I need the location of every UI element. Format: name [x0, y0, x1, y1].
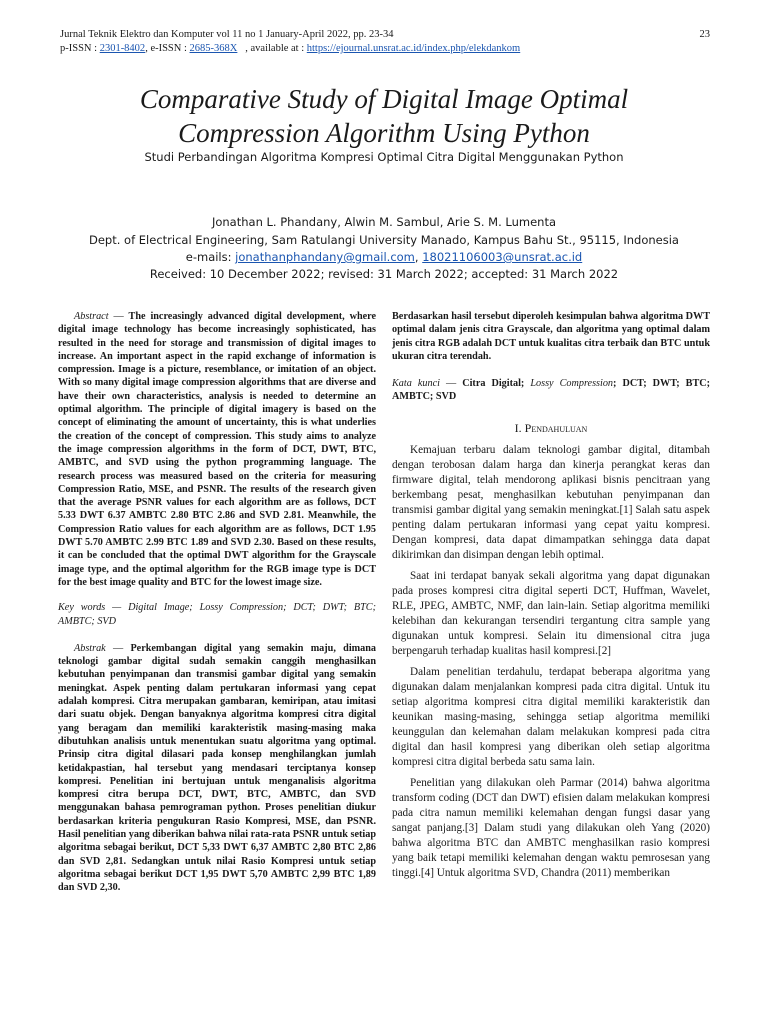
title-line-2: Compression Algorithm Using Python	[178, 118, 590, 148]
available-label: , available at :	[237, 43, 307, 54]
page-number: 23	[699, 29, 710, 40]
journal-line: Jurnal Teknik Elektro dan Komputer vol 11 no 1 January-April 2022, pp. 23-34	[60, 29, 394, 40]
email-link-2[interactable]: 18021106003@unsrat.ac.id	[422, 250, 583, 264]
kata-kunci	[392, 377, 710, 404]
received-dates: Received: 10 December 2022; revised: 31 March 2022; accepted: 31 March 2022	[149, 267, 619, 281]
kata-kunci-text: Citra Digital;	[462, 378, 531, 390]
paper-title	[40, 82, 728, 150]
paper-subtitle: Studi Perbandingan Algoritma Kompresi Optimal Citra Digital Menggunakan Python	[144, 150, 624, 164]
title-line-1: Comparative Study of Digital Image Optimal	[139, 84, 629, 114]
right-column	[392, 310, 710, 887]
abstract-text: The increasingly advanced digital development, where digital image technology has become increasingly sophisticated, has resulted in the need for storage and transmission of digital images to increase. An important aspect in the rapid exchange of information is compression. Image is a picture, resemblance, or imitation of an object. With so many digital image compression algorithms that are diverse and have their own characteristics, analysis is needed to determine an optimal algorithm. The principle of digital imagery is based on the concept of eliminating the amount of uncertainty, this is what underlies the creation of the concept of compression. This study aims to analyze the image compression algorithms in the form of DCT, DWT, BTC, AMBTC, and SVD using the python programming language. The research process was measured based on the criteria for measuring Compression Ratio, MSE, and PSNR. The results of the research given that the average PSNR values for each algorithm are as follows, DCT 5.33 DWT 6.37 AMBTC 2.80 BTC 2.86 and SVD 2.81. Meanwhile, the Compression Ratio values for each algorithm are as follows, DCT 1.95 DWT 5.70 AMBTC 2.99 BTC 1.89 and SVD 2.30. Based on these results, it can be concluded that the optimal DWT algorithm for the Grayscale image type, and the optimal algorithm for the RGB image type is DCT for the best image quality and BTC for the lowest image size.	[58, 311, 377, 588]
abstrak-dash: —	[105, 642, 131, 654]
eissn-link[interactable]: 2685-368X	[189, 43, 238, 54]
email-link-1[interactable]: jonathanphandany@gmail.com	[235, 250, 415, 264]
abstract-paragraph	[58, 310, 376, 589]
section-heading	[392, 422, 710, 435]
emails	[40, 249, 728, 265]
intro-paragraph: Dalam penelitian terdahulu, terdapat beberapa algoritma yang digunakan dalam menjalankan kompresi pada citra digital. Untuk itu setiap algoritma kompresi citra digital memiliki karakteristik dan keunikan masing-masing, sehingga setiap algoritma memiliki keunggulan dan kelemahan dalam melakukan kompresi pada citra digital dan hasil kompresi yang diberikan oleh setiap algoritma kompresi citra digital berbeda satu sama lain.	[392, 666, 710, 769]
left-column	[58, 310, 376, 894]
issn-line	[60, 42, 710, 56]
intro-paragraph: Penelitian yang dilakukan oleh Parmar (2014) bahwa algoritma transform coding (DCT dan DWT) efisien dalam melakukan kompresi pada citra namun memiliki kelemahan dengan fungsi dasar yang sangat panjang.[3] Dalam studi yang dilakukan oleh Yang (2020) bahwa algoritma BTC dan AMBTC menghasilkan rasio kompresi yang baik tetapi memiliki kelemahan dengan waktu pemrosesan yang tinggi.[4] Untuk algoritma SVD, Chandra (2011) memberikan	[392, 777, 710, 880]
abstract-label: Abstract	[74, 311, 109, 322]
pissn-label: p-ISSN :	[60, 43, 100, 54]
intro-paragraph: Kemajuan terbaru dalam teknologi gambar digital, ditambah dengan terobosan dalam harga dan kinerja perangkat keras dan firmware digital, telah mendorong aplikasi bisnis pencitraan yang berkembang pesat, menghasilkan kebutuhan penyimpanan dan transmisi gambar digital yang semakin meningkat.[1] Salah satu aspek penting dalam pertukaran informasi yang cepat yaitu kompresi. Dengan kompresi, data dapat dimampatkan sehingga data dapat dikirimkan dan disimpan dengan lebih optimal.	[392, 444, 710, 562]
eissn-label: , e-ISSN :	[145, 43, 190, 54]
intro-paragraph: Saat ini terdapat banyak sekali algoritma yang dapat digunakan pada proses kompresi citra digital seperti DCT, Huffman, Wavelet, RLE, JPEG, AMBTC, NMF, dan lain-lain. Setiap algoritma memiliki kelebihan dan kekurangan tersendiri tergantung citra sample yang digunakan untuk kompresi. Selain itu dimensional citra juga berpengaruh terhadap kualitas hasil kompresi.[2]	[392, 570, 710, 658]
section-number: I.	[514, 420, 525, 435]
abstrak-paragraph	[58, 642, 376, 895]
journal-url-link[interactable]: https://ejournal.unsrat.ac.id/index.php/elekdankom	[306, 43, 521, 54]
kata-kunci-label: Kata kunci	[392, 378, 440, 390]
abstrak-continuation: Berdasarkan hasil tersebut diperoleh kesimpulan bahwa algoritma DWT optimal dalam jenis citra Grayscale, dan algoritma yang optimal dalam jenis citra RGB adalah DCT untuk kualitas citra terbaik dan BTC untuk ukuran citra terendah.	[392, 311, 710, 362]
authors: Jonathan L. Phandany, Alwin M. Sambul, Arie S. M. Lumenta	[211, 215, 557, 229]
introduction-body	[392, 443, 710, 881]
kata-kunci-lossy: Lossy Compression	[530, 378, 614, 390]
emails-label: e-mails:	[185, 250, 236, 264]
keywords: Key words — Digital Image; Lossy Compression; DCT; DWT; BTC; AMBTC; SVD	[58, 602, 376, 627]
email-separator: ,	[414, 250, 423, 264]
section-title: Pendahuluan	[524, 420, 588, 435]
kata-kunci-rest: ; DCT; DWT; BTC; AMBTC; SVD	[392, 378, 711, 403]
abstrak-text: Perkembangan digital yang semakin maju, dimana teknologi gambar digital sudah semakin canggih menghasilkan kebutuhan penyimpanan dan transmisi gambar digital yang semakin meningkat. Aspek penting dalam pertukaran informasi yang cepat adalah kompresi. Citra merupakan gambaran, kemiripan, atau imitasi dari suatu objek. Dengan banyaknya algoritma kompresi citra digital yang beragam dan memiliki karakteristik masing-masing maka dibutuhkan analisis untuk menentukan suatu algoritma yang optimal. Prinsip citra digital dilasari pada konsep menghilangkan jumlah ketidakpastian, hal tersebut yang mendasari terciptanya konsep kompresi. Penelitian ini bertujuan untuk menganalisis algoritma kompresi citra berupa DCT, DWT, BTC, AMBTC, dan SVD menggunakan bahasa pemrograman python. Proses penelitian diukur berdasarkan kriteria pengukuran Rasio Kompresi, MSE, dan PSNR. Hasil penelitian yang diberikan bahwa nilai rata-rata PSNR untuk setiap algoritma sebagai berikut, DCT 5,33 DWT 6,37 AMBTC 2,80 BTC 2,86 dan SVD 2,81. Sedangkan untuk nilai Rasio Kompresi untuk setiap algoritma sebagai berikut DCT 1,95 DWT 5,70 AMBTC 2,99 BTC 1,89 dan SVD 2,30.	[58, 642, 377, 894]
pissn-link[interactable]: 2301-8402	[99, 43, 146, 54]
kata-kunci-dash: —	[439, 378, 463, 390]
affiliation: Dept. of Electrical Engineering, Sam Ratulangi University Manado, Kampus Bahu St., 95115, Indonesia	[89, 233, 679, 247]
running-header	[60, 28, 710, 56]
abstrak-label: Abstrak	[74, 642, 106, 654]
abstract-dash: —	[108, 311, 129, 322]
